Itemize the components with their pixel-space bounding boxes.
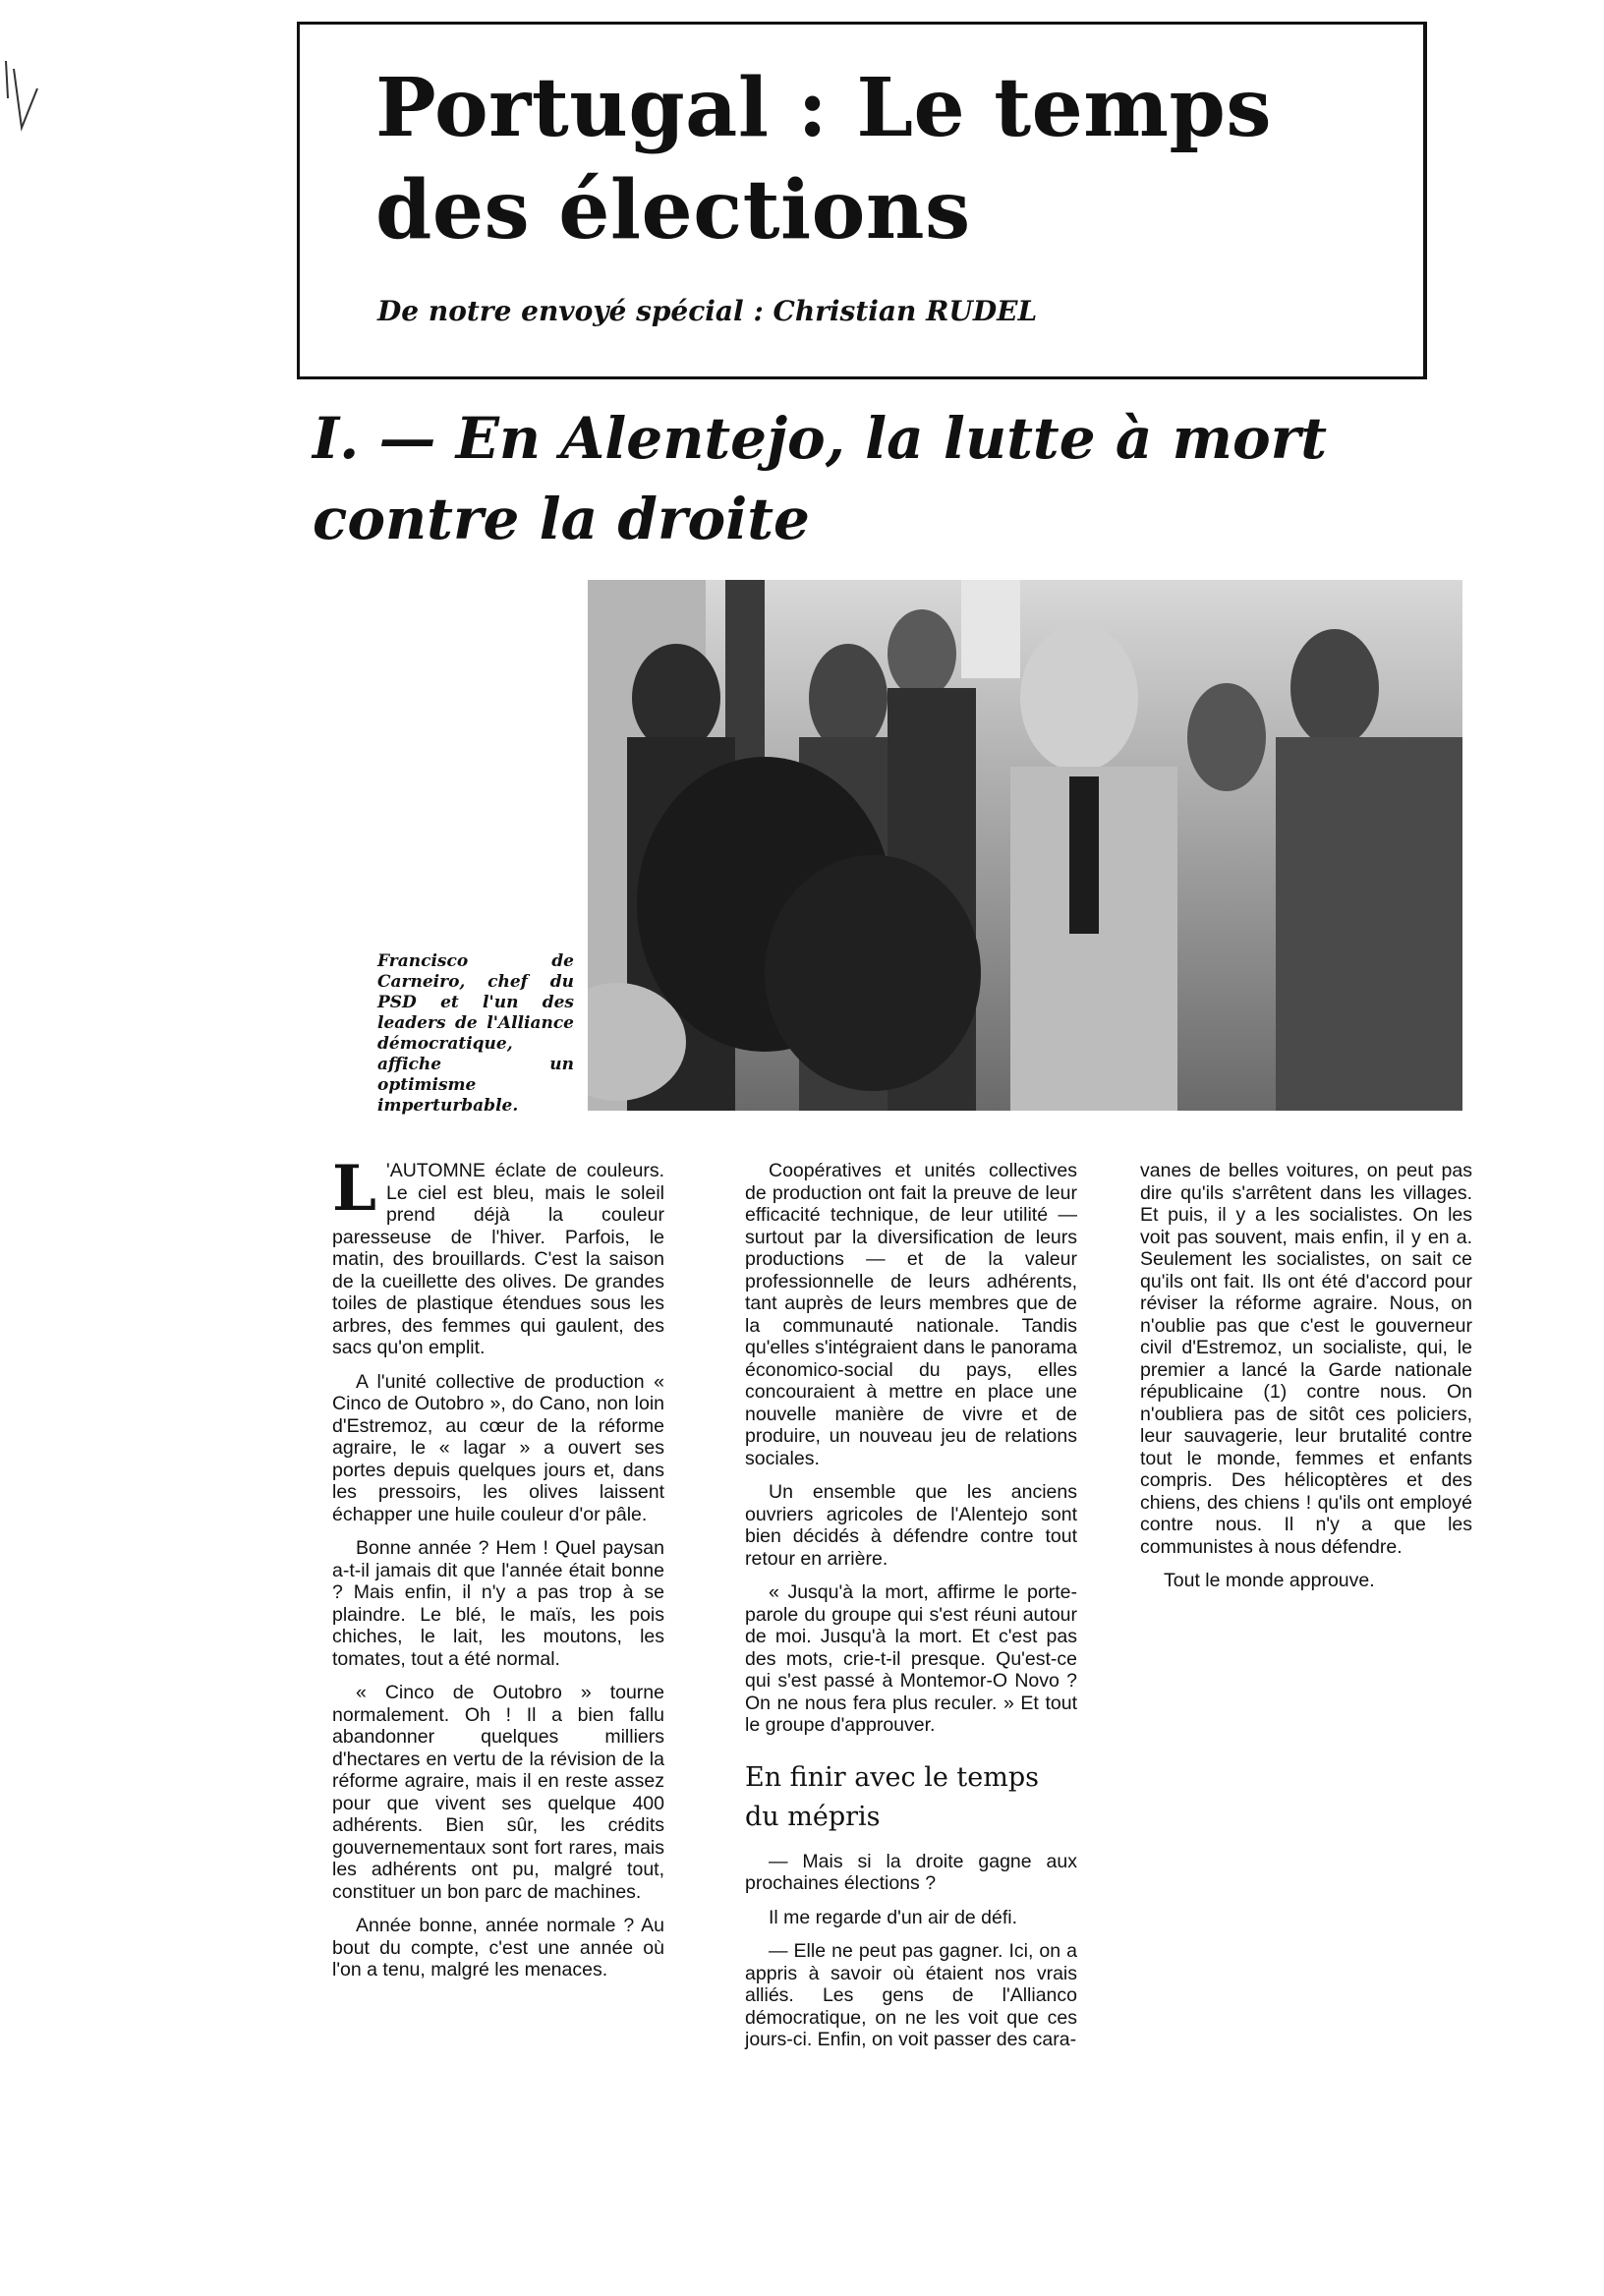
section-intertitle: En finir avec le temps du mépris [745,1761,1040,1832]
article-paragraph: — Elle ne peut pas gagner. Ici, on a appris à savoir où étaient nos vrais alliés. Les gens de l'Allianco démocratique, on ne les voit que ces jours-ci. Enfin, on voit passer des cara- [745,1940,1077,2050]
article-paragraph: Bonne année ? Hem ! Quel paysan a-t-il jamais dit que l'année était bonne ? Mais enfin, il n'y a pas trop à se plaindre. Le blé, le maïs, les pois chiches, le lait, les moutons, les tomates, tout a été normal. [332,1537,664,1670]
article-column-2 [745,1160,1077,2063]
margin-scan-mark [4,59,43,147]
article-paragraph: vanes de belles voitures, on peut pas dire qu'ils s'arrêtent dans les villages. Et puis, il y a les socialistes. On les voit pas souvent, mais enfin, il y en a. Seulement les socialistes, on sait ce qu'ils ont fait. Ils ont été d'accord pour réviser la réforme agraire. Nous, on n'oublie pas que c'est le gouverneur civil d'Estremoz, un socialiste, qui, le premier a lancé la Garde nationale républicaine (1) contre nous. On n'oubliera pas de sitôt ces policiers, leur sauvagerie, leur brutalité contre tout le monde, femmes et enfants compris. Des hélicoptères et des chiens, des chiens ! qu'ils ont employé contre nous. Il n'y a que les communistes à nous défendre. [1140,1160,1472,1558]
news-photo [588,580,1462,1111]
article-paragraph: Année bonne, année normale ? Au bout du compte, c'est une année où l'on a tenu, malgré les menaces. [332,1915,664,1980]
article-paragraph: Tout le monde approuve. [1164,1570,1375,1591]
byline: De notre envoyé spécial : Christian RUDEL [377,295,1038,327]
crowd-photo-illustration [588,580,1462,1111]
article-column-3 [1140,1160,1472,1604]
article-paragraph: Il me regarde d'un air de défi. [769,1906,1018,1928]
photo-caption: Francisco de Carneiro, chef du PSD et l'un des leaders de l'Alliance démocratique, affiche un optimisme imperturbable. [377,951,574,1116]
article-paragraph: — Mais si la droite gagne aux prochaines élections ? [745,1850,1077,1894]
subheadline: I. — En Alentejo, la lutte à mort contre la droite [313,405,1327,552]
article-paragraph: Un ensemble que les anciens ouvriers agricoles de l'Alentejo sont bien décidés à défendre contre tout retour en arrière. [745,1481,1077,1570]
drop-cap: L [332,1152,376,1226]
article-column-1 [332,1152,664,1993]
headline: Portugal : Le temps des élections [375,61,1273,258]
article-paragraph: « Jusqu'à la mort, affirme le porte-parole du groupe qui s'est réuni autour de moi. Jusqu'à la mort. Et c'est pas des mots, crie-t-il presque. Qu'est-ce qui s'est passé à Montemor-O Novo ? On ne nous fera plus reculer. » Et tout le groupe d'approuver. [745,1581,1077,1736]
article-paragraph: Coopératives et unités collectives de production ont fait la preuve de leur efficacité technique, de leur utilité — surtout par la diversification de leurs productions — et de la valeur professionnelle de leurs adhérents, tant auprès de leurs membres que de la communauté nationale. Tandis qu'elles s'intégraient dans le panorama économico-social du pays, elles concouraient à mettre en place une nouvelle manière de vivre et de produire, un nouveau jeu de relations sociales. [745,1160,1077,1469]
article-paragraph: L 'AUTOMNE éclate de couleurs. Le ciel est bleu, mais le soleil prend déjà la couleur paresseuse de l'hiver. Parfois, le matin, des brouillards. C'est la saison de la cueillette des olives. De grandes toiles de plastique étendues sous les arbres, des femmes qui gaulent, des sacs qu'on emplit. [332,1152,664,1358]
article-paragraph: A l'unité collective de production « Cinco de Outobro », do Cano, non loin d'Estremoz, au cœur de la réforme agraire, le « lagar » a ouvert ses portes depuis quelques jours et, dans les pressoirs, les olives laissent échapper une huile couleur d'or pâle. [332,1370,664,1525]
article-paragraph: « Cinco de Outobro » tourne normalement. Oh ! Il a bien fallu abandonner quelques milliers d'hectares en vertu de la révision de la réforme agraire, mais il en reste assez pour que vivent ses quelque 400 adhérents. Bien sûr, les crédits gouvernementaux sont fort rares, mais les adhérents ont pu, malgré tout, constituer un bon parc de machines. [332,1682,664,1903]
